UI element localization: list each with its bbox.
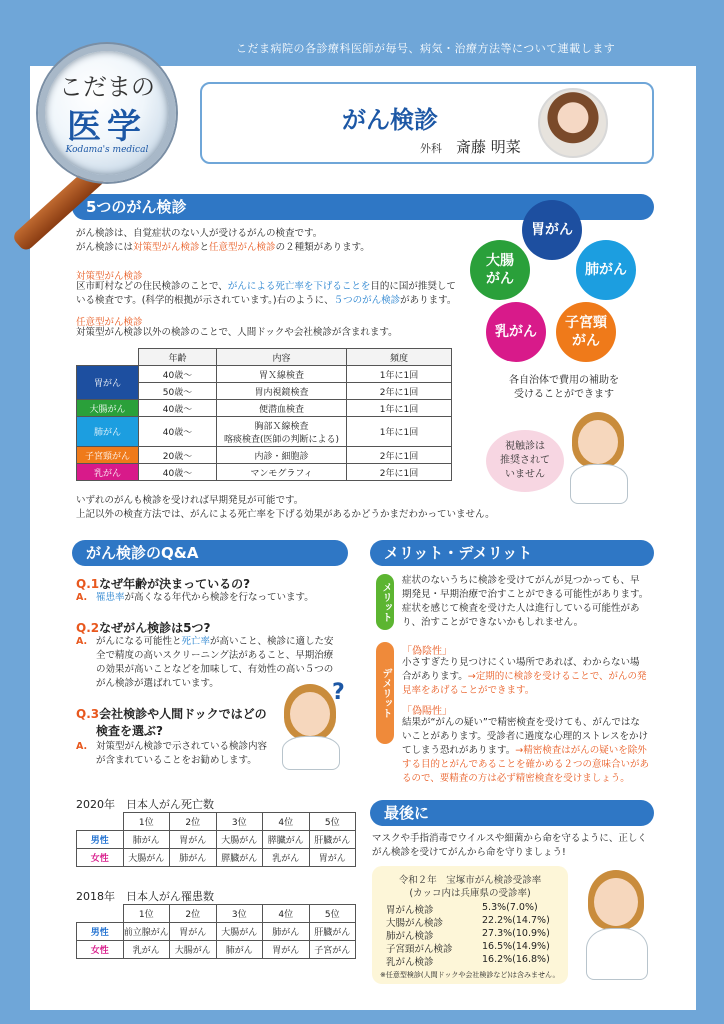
five-intro [76,227,456,255]
logo-magnifier [38,44,176,182]
q3: Q.3会社検診や人間ドックではどの 検査を選ぶ? [76,707,267,738]
nurse-thinking-icon [566,412,632,504]
false-positive-title: 「偽陽性」 [402,706,452,717]
incidence-table: 1位 2位 3位 4位 5位 男性 前立腺がん 胃がん 大腸がん 肺がん 肝臓がん 女性 乳がん 大腸がん 肺がん 胃がん 子宮がん [76,904,356,959]
death-title: 2020年 日本人がん死亡数 [76,798,214,811]
title-box [200,82,654,164]
five-foot: いずれのがんも検診を受ければ早期発見が可能です。 上記以外の検査方法では、がんによる死亡率を下げる効果があるかどうかまだわかっていません。 [76,495,495,520]
section-merit-heading: メリット・デメリット [370,540,654,566]
nurse-question-icon [278,680,348,770]
a1: A. 罹患率が高くなる年代から検診を行なっています。 [76,592,314,603]
type-colon: 大腸がん [77,400,139,417]
merit-label: メリット [376,574,394,630]
th-content: 内容 [217,349,347,366]
taisaku-text: 区市町村などの住民検診のことで、がんによる死亡率を下げることを目的に国が推奨して いる検査です。(科学的根拠が示されています。)右のように、５つのがん検診があります。 [76,281,457,306]
logo-line2: 医学 [67,107,147,147]
false-positive-text: 結果が“がんの疑い”で精密検査を受けても、がんではな いことがあります。受診者に過度な心理的ストレスをかけ てしまう恐れがあります。→精密検査はがんの疑いを除外 する目的とがんであることを確かめる２つの意味合いがあ るので、要精査の方は必ず精密検査を受けましょう。 [402,717,650,784]
type-cervix: 子宮頸がん [77,447,139,464]
a3: A. 対策型がん検診で示されている検診内容 が含まれていることをお勧めします。 [76,741,268,766]
type-breast: 乳がん [77,464,139,481]
th-age: 年齢 [139,349,217,366]
circle-colon: 大腸 がん [470,240,530,300]
rate-title: 令和２年 宝塚市がん検診受診率 [398,875,542,886]
nurse-wink-icon [580,870,654,980]
section-five-heading: 5つのがん検診 [72,194,654,220]
screening-table: 年齢 内容 頻度 胃がん 40歳〜 胃Ｘ線検査 1年に1回 50歳〜 胃内視鏡検査 2年に1回 大腸がん 40歳〜 便潜血検査 1年に1回 肺がん 40歳〜 胸部Ｘ線検査 喀痰検査(医師の判断による) 1年に1回 子宮頸がん 20歳〜 内診・細胞診 2年に1回 乳がん 40歳〜 マンモグラフィ 2年に1回 [76,348,452,481]
logo-line1: こだまの [59,73,155,101]
section-qa-heading: がん検診のQ&A [72,540,348,566]
th-freq: 頻度 [347,349,452,366]
section-last-heading: 最後に [370,800,654,826]
intro-line1: がん検診は、自覚症状のない人が受けるがんの検査です。 [76,228,323,239]
type-stomach: 胃がん [77,366,139,400]
rate-subtitle: (カッコ内は兵庫県の受診率) [409,888,531,899]
logo-line3: Kodama's medical [65,145,149,155]
a2: A. がんになる可能性と死亡率が高いこと、検診に適した安 全で精度の高いスクリーニング法があること、早期治療 の効果が高いことなどを加味して、有効性の高い５つの がん検診が選ばれています。 [76,636,334,689]
incidence-title: 2018年 日本人がん罹患数 [76,890,214,903]
last-text: マスクや手指消毒でウイルスや細菌から命を守るように、正しく がん検診を受けてがんから命を守りましょう! [372,833,647,858]
nini-text: 対策型がん検診以外の検診のことで、人間ドックや会社検診が含まれます。 [76,327,398,338]
rate-box: 令和２年 宝塚市がん検診受診率 (カッコ内は兵庫県の受診率) 胃がん検診 5.3%(7.0%) 大腸がん検診 22.2%(14.7%) 肺がん検診 27.3%(10.9%) 子宮頸がん検診 16.5%(14.9%) 乳がん検診 16.2%(16.8%) ※任意型検診(人間ドックや会社検診など)は含みません。 [372,866,568,984]
demerit-label: デメリット [376,642,394,744]
sub-nini: 任意型がん検診 [76,317,143,328]
subsidy-text: 各自治体で費用の補助を 受けることができます [509,375,619,400]
intro-line2: がん検診には対策型がん検診と任意型がん検診の２種類があります。 [76,242,370,253]
q1: Q.1なぜ年齢が決まっているの? [76,577,251,591]
sub-taisaku: 対策型がん検診 [76,271,143,282]
author: 斎藤 明菜 [456,138,521,156]
tagline: こだま病院の各診療科医師が毎号、病気・治療方法等について連載します [236,42,616,55]
false-negative-title: 「偽陰性」 [402,646,452,657]
type-lung: 肺がん [77,417,139,447]
circle-stomach: 胃がん [522,200,582,260]
death-table: 1位 2位 3位 4位 5位 男性 肺がん 胃がん 大腸がん 膵臓がん 肝臓がん 女性 大腸がん 肺がん 膵臓がん 乳がん 胃がん [76,812,356,867]
speech-bubble: 視触診は 推奨されて いません [486,430,564,492]
circle-cervix: 子宮頸 がん [556,302,616,362]
department: 外科 [420,142,442,155]
page-title: がん検診 [342,106,438,134]
rate-note: ※任意型検診(人間ドックや会社検診など)は含みません。 [380,971,560,979]
merit-text: 症状のないうちに検診を受けてがんが見つかっても、早 期発見・早期治療で治すことができる可能性があります。 症状を感じて検査を受けた人は進行している可能性があ り、治すことができないかもしれません。 [402,575,649,628]
circle-breast: 乳がん [486,302,546,362]
author-photo [538,88,608,158]
question-mark-icon: ? [332,680,345,705]
circle-lung: 肺がん [576,240,636,300]
false-negative-text: 小さすぎたり見つけにくい場所であれば、わからない場 合があります。→定期的に検診を受けることで、がんの発 見率をあげることができます。 [402,657,647,696]
q2: Q.2なぜがん検診は5つ? [76,621,211,635]
